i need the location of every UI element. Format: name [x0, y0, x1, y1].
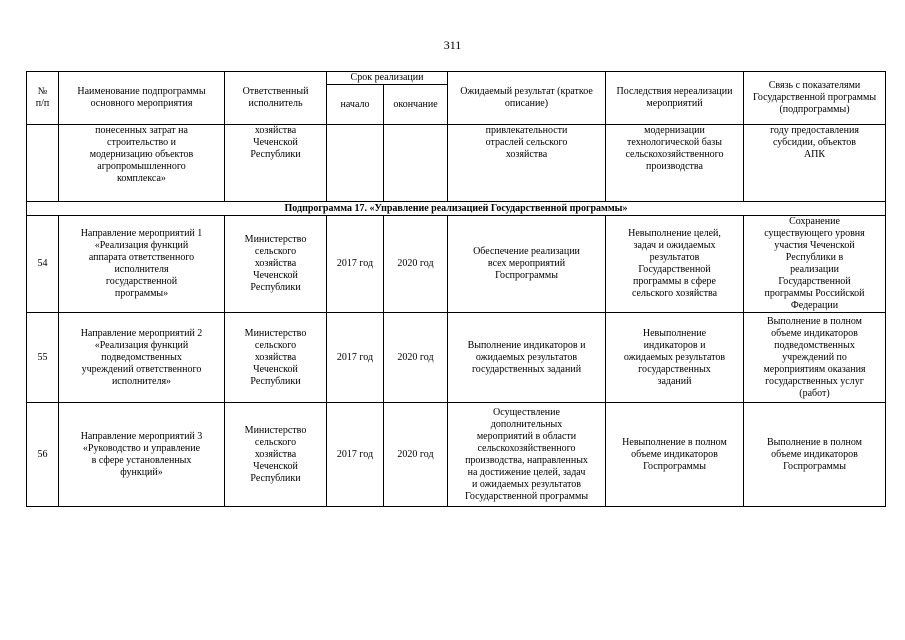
page-number: 311	[443, 38, 462, 52]
program-table	[26, 71, 886, 507]
cell-end: 2020 год	[384, 403, 448, 507]
header-num: № п/п	[27, 72, 59, 125]
header-link: Связь с показателями Государственной программы (подпрограммы)	[744, 72, 886, 125]
header-executor: Ответственный исполнитель	[225, 72, 327, 125]
cell-start: 2017 год	[327, 313, 384, 403]
cell-link: Выполнение в полном объеме индикаторов Госпрограммы	[744, 403, 886, 507]
header-period: Срок реализации	[327, 72, 448, 85]
cell-consequences: Невыполнение индикаторов и ожидаемых результатов государственных заданий	[606, 313, 744, 403]
cell-name: Направление мероприятий 3 «Руководство и управление в сфере установленных функций»	[59, 403, 225, 507]
cell-executor: Министерство сельского хозяйства Чеченской Республики	[225, 403, 327, 507]
continuation-row	[27, 125, 886, 202]
cell-end: 2020 год	[384, 313, 448, 403]
cell-num: 56	[27, 403, 59, 507]
cell-name: понесенных затрат на строительство и модернизацию объектов агропромышленного комплекса»	[59, 125, 225, 202]
cell-num: 55	[27, 313, 59, 403]
cell-end	[384, 125, 448, 202]
header-name: Наименование подпрограммы основного мероприятия	[59, 72, 225, 125]
header-row	[27, 72, 886, 85]
cell-consequences: Невыполнение целей, задач и ожидаемых результатов Государственной программы в сфере сельского хозяйства	[606, 216, 744, 313]
header-end: окончание	[384, 85, 448, 125]
cell-num	[27, 125, 59, 202]
cell-start: 2017 год	[327, 403, 384, 507]
table-row	[27, 313, 886, 403]
cell-consequences: модернизации технологической базы сельскохозяйственного производства	[606, 125, 744, 202]
cell-name: Направление мероприятий 2 «Реализация функций подведомственных учреждений ответственного исполнителя»	[59, 313, 225, 403]
cell-start: 2017 год	[327, 216, 384, 313]
cell-executor: Министерство сельского хозяйства Чеченской Республики	[225, 216, 327, 313]
cell-link: году предоставления субсидии, объектов АПК	[744, 125, 886, 202]
cell-link: Сохранение существующего уровня участия Чеченской Республики в реализации Государственной программы Российской Федерации	[744, 216, 886, 313]
cell-result: Осуществление дополнительных мероприятий в области сельскохозяйственного производства, направленных на достижение целей, задач и ожидаемых результатов Государственной программы	[448, 403, 606, 507]
table-row	[27, 403, 886, 507]
section-title: Подпрограмма 17. «Управление реализацией Государственной программы»	[27, 202, 886, 216]
cell-result: Обеспечение реализации всех мероприятий Госпрограммы	[448, 216, 606, 313]
cell-result: Выполнение индикаторов и ожидаемых результатов государственных заданий	[448, 313, 606, 403]
cell-executor: хозяйства Чеченской Республики	[225, 125, 327, 202]
header-result: Ожидаемый результат (краткое описание)	[448, 72, 606, 125]
cell-link: Выполнение в полном объеме индикаторов подведомственных учреждений по мероприятиям оказания государственных услуг (работ)	[744, 313, 886, 403]
table-row	[27, 216, 886, 313]
cell-executor: Министерство сельского хозяйства Чеченской Республики	[225, 313, 327, 403]
cell-result: привлекательности отраслей сельского хозяйства	[448, 125, 606, 202]
header-start: начало	[327, 85, 384, 125]
cell-end: 2020 год	[384, 216, 448, 313]
cell-start	[327, 125, 384, 202]
header-consequences: Последствия нереализации мероприятий	[606, 72, 744, 125]
cell-name: Направление мероприятий 1 «Реализация функций аппарата ответственного исполнителя государственной программы»	[59, 216, 225, 313]
cell-num: 54	[27, 216, 59, 313]
cell-consequences: Невыполнение в полном объеме индикаторов Госпрограммы	[606, 403, 744, 507]
section-row	[27, 202, 886, 216]
